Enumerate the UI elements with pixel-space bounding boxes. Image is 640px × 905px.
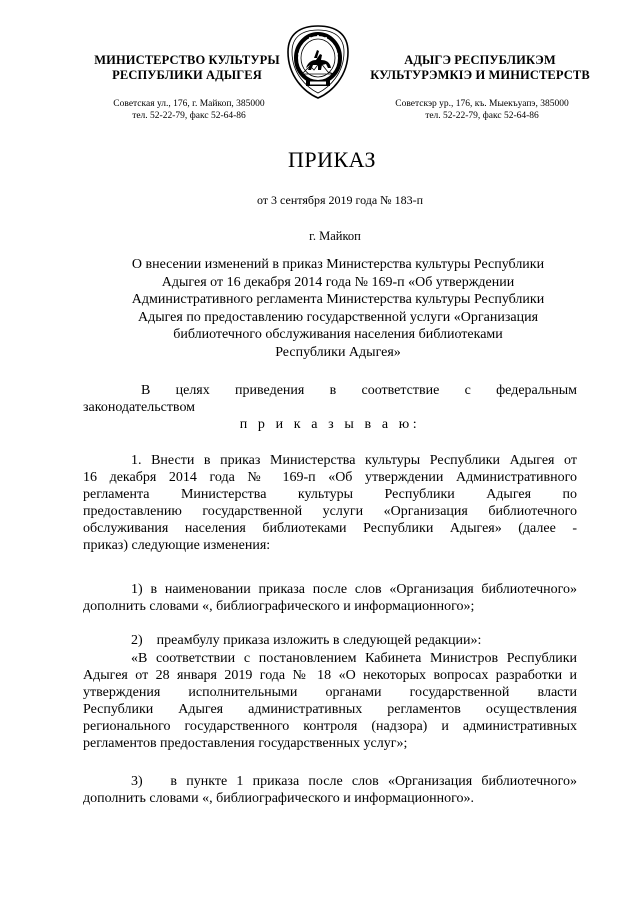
paragraph-line: 2) преамбулу приказа изложить в следующей редакции»: [131,633,482,648]
phone-line: тел. 52-22-79, факс 52-64-86 [132,111,246,121]
subject-line: О внесении изменений в приказ Министерства культуры Республики [131,257,545,272]
paragraph-line: «В соответствии с постановлением Кабинета Министров Республики [131,651,577,666]
coat-of-arms-icon [284,24,352,100]
paragraph-line: регламентов предоставления государственных услуг»; [83,736,408,751]
ministry-name-adyghe [360,53,600,83]
paragraph-line: 1. Внести в приказ Министерства культуры Республики Адыгея от [131,453,577,468]
city-label: г. Майкоп [309,229,361,243]
phone-line: тел. 52-22-79, факс 52-64-86 [425,111,539,121]
preamble-quote [83,650,577,752]
paragraph-line: дополнить словами «, библиографического и информационного». [83,791,474,806]
paragraph-line: Адыгея от 28 января 2019 года № 18 «О некоторых вопросах разработки и [83,668,577,683]
paragraph-line: обслуживания населения библиотеками Республики Адыгея» (далее - [83,521,577,536]
ministry-name-line: МИНИСТЕРСТВО КУЛЬТУРЫ [94,53,280,67]
paragraph-line: 1) в наименовании приказа после слов «Организация библиотечного» [131,582,577,597]
address-adyghe [372,98,592,122]
paragraph-line: Республики Адыгея административных регламентов осуществления [83,702,577,717]
order-subject [100,256,576,361]
ministry-name-line: АДЫГЭ РЕСПУБЛИКЭМ [404,53,556,67]
order-date-number: от 3 сентября 2019 года № 183-п [256,193,424,207]
paragraph-line: 3) в пункте 1 приказа после слов «Организация библиотечного» [131,774,577,789]
paragraph-line: предоставлению государственной услуги «Организация библиотечного [83,504,577,519]
paragraph-line: дополнить словами «, библиографического и информационного»; [83,599,475,614]
item-3 [83,773,577,807]
address-line: Советская ул., 176, г. Майкоп, 385000 [113,99,265,109]
subject-line: Административного регламента Министерства культуры Республики [131,292,545,307]
paragraph-line: регламента Министерства культуры Республики Адыгея по [83,487,577,502]
address-line: Советскэр ур., 176, къ. Мыекъуапэ, 385000 [395,99,569,109]
item-1 [83,581,577,615]
paragraph-line: 16 декабря 2014 года № 169-п «Об утверждении Административного [83,470,577,485]
address-russian [84,98,294,122]
paragraph-line: утверждения исполнительными органами государственной власти [83,685,577,700]
paragraph-1 [83,452,577,554]
subject-line: Адыгея от 16 декабря 2014 года № 169-п «Об утверждении [161,274,515,290]
paragraph-line: приказ) следующие изменения: [83,538,271,553]
paragraph-line: законодательством [83,400,196,415]
prikazyvayu-heading: п р и к а з ы в а ю: [239,417,421,432]
subject-line: Республики Адыгея» [275,344,401,360]
item-2 [83,632,577,649]
ministry-name-line: КУЛЬТУРЭМКIЭ И МИНИСТЕРСТВ [370,68,590,82]
paragraph-line: В целях приведения в соответствие с федеральным [141,383,577,398]
ministry-name-line: РЕСПУБЛИКИ АДЫГЕЯ [112,68,262,82]
intro-paragraph [83,382,577,416]
subject-line: библиотечного обслуживания населения библиотеками [173,327,503,342]
ministry-name-russian [72,53,302,83]
document-title: ПРИКАЗ [287,147,377,172]
paragraph-line: регионального государственного контроля (надзора) и административных [83,719,577,734]
subject-line: Адыгея по предоставлению государственной услуги «Организация [137,309,539,325]
